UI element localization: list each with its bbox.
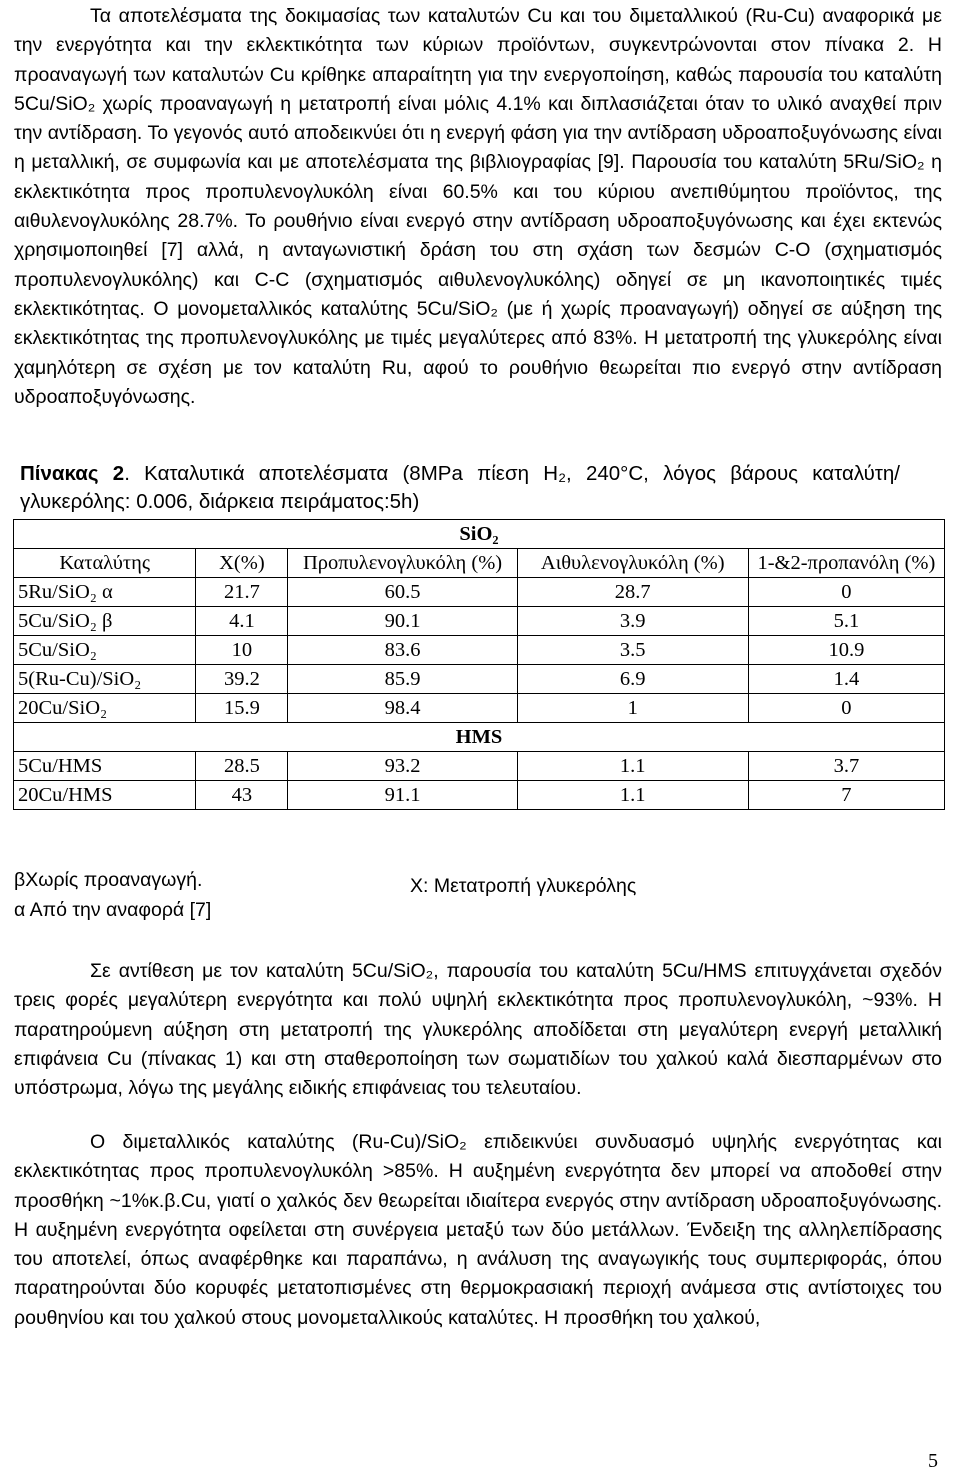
- table-cell: 90.1: [288, 607, 517, 636]
- paragraph-results: Τα αποτελέσματα της δοκιμασίας των καταλυτών Cu και του διμεταλλικού (Ru-Cu) αναφορικά με την ενεργότητα και την εκλεκτικότητα των κύριων προϊόντων, συγκεντρώνονται στον πίνακα 2. Η προαναγωγή των καταλυτών Cu κρίθηκε απαραίτητη για την ενεργοποίηση, καθώς παρουσία του καταλύτη 5Cu/SiO₂ χωρίς προαναγωγή η μετατροπή είναι μόλις 4.1% και διπλασιάζεται όταν το υλικό αναχθεί πριν την αντίδραση. Το γεγονός αυτό αποδεικνύει ότι η ενεργή φάση για την αντίδραση υδροαποξυγόνωσης είναι η μεταλλική, σε συμφωνία και με αποτελέσματα της βιβλιογραφίας [9]. Παρουσία του καταλύτη 5Ru/SiO₂ η εκλεκτικότητα προς προπυλενογλυκόλη είναι 60.5% και του κύριου ανεπιθύμητου προϊόντος, της αιθυλενογλυκόλης 28.7%. Το ρουθήνιο είναι ενεργό στην αντίδραση υδροαποξυγόνωσης και έχει εκτενώς χρησιμοποιηθεί [7] αλλά, η ανταγωνιστική δράση του στη σχάση των δεσμών C-O (σχηματισμός προπυλενογλυκόλης) και C-C (σχηματισμός αιθυλενογλυκόλης) οδηγεί σε μη ικανοποιητικές τιμές εκλεκτικότητας. Ο μονομεταλλικός καταλύτης 5Cu/SiO₂ (με ή χωρίς προαναγωγή) οδηγεί σε αύξηση της εκλεκτικότητας της προπυλενογλυκόλης με τιμές μεγαλύτερες από 83%. Η μετατροπή της γλυκερόλης είναι χαμηλότερη σε σχέση με τον καταλύτη Ru, αφού το ρουθήνιο θεωρείται πιο ενεργό στην αντίδραση υδροαποξυγόνωσης.: [14, 5, 942, 408]
- table-caption: [20, 460, 900, 516]
- table-cell: 98.4: [288, 694, 517, 723]
- table-cell: 10: [196, 636, 288, 665]
- table-cell: 28.7: [517, 578, 748, 607]
- results-table: [13, 519, 945, 810]
- table-caption-label: Πίνακας 2: [20, 462, 125, 485]
- table-cell: 1.4: [748, 665, 944, 694]
- table-cell: 91.1: [288, 781, 517, 810]
- table-group-row: [14, 520, 945, 549]
- table-cell: 4.1: [196, 607, 288, 636]
- table-row: [14, 578, 945, 607]
- table-row: [14, 636, 945, 665]
- table-cell: 39.2: [196, 665, 288, 694]
- footnote-alpha: α Από την αναφορά [7]: [14, 899, 212, 921]
- group-header-hms: HMS: [14, 723, 945, 752]
- footnote-x: Χ: Μετατροπή γλυκερόλης: [410, 875, 637, 897]
- column-header: Προπυλενογλυκόλη (%): [288, 549, 517, 578]
- table-cell: 0: [748, 694, 944, 723]
- paragraph-hms-comparison: Σε αντίθεση με τον καταλύτη 5Cu/SiO₂, παρουσία του καταλύτη 5Cu/HMS επιτυγχάνεται σχεδόν τρεις φορές μεγαλύτερη ενεργότητα και πολύ υψηλή εκλεκτικότητα προς προπυλενογλυκόλη, ~93%. Η παρατηρούμενη αύξηση στη μετατροπή της γλυκερόλης αποδίδεται στη μεγαλύτερη ενεργή μεταλλική επιφάνεια Cu (πίνακας 1) και στη σταθεροποίηση των σωματιδίων του χαλκού καλά διεσπαρμένων στο υπόστρωμα, λόγω της μεγάλης ειδικής επιφάνειας του τελευταίου.: [14, 960, 942, 1100]
- table-cell: 20Cu/HMS: [14, 781, 196, 810]
- table-cell: 5Cu/SiO₂: [14, 636, 196, 665]
- table-cell: 5(Ru-Cu)/SiO₂: [14, 665, 196, 694]
- page-number: 5: [928, 1450, 938, 1472]
- table-cell: 20Cu/SiO₂: [14, 694, 196, 723]
- table-row: [14, 781, 945, 810]
- table-cell: 85.9: [288, 665, 517, 694]
- column-header: Καταλύτης: [14, 549, 196, 578]
- table-group-row: [14, 723, 945, 752]
- table-cell: 5Cu/SiO₂ β: [14, 607, 196, 636]
- table-cell: 5Ru/SiO₂ α: [14, 578, 196, 607]
- table-cell: 15.9: [196, 694, 288, 723]
- table-cell: 7: [748, 781, 944, 810]
- footnote-beta: βΧωρίς προαναγωγή.: [14, 869, 203, 891]
- table-header-row: [14, 549, 945, 578]
- table-cell: 6.9: [517, 665, 748, 694]
- group-header-sio2: SiO₂: [14, 520, 945, 549]
- table-cell: 5.1: [748, 607, 944, 636]
- table-cell: 43: [196, 781, 288, 810]
- table-cell: 83.6: [288, 636, 517, 665]
- table-row: [14, 665, 945, 694]
- table-cell: 93.2: [288, 752, 517, 781]
- table-cell: 5Cu/HMS: [14, 752, 196, 781]
- table-row: [14, 607, 945, 636]
- table-row: [14, 694, 945, 723]
- table-cell: 28.5: [196, 752, 288, 781]
- table-cell: 3.5: [517, 636, 748, 665]
- table-cell: 1: [517, 694, 748, 723]
- table-row: [14, 752, 945, 781]
- table-cell: 0: [748, 578, 944, 607]
- column-header: 1-&2-προπανόλη (%): [748, 549, 944, 578]
- table-cell: 3.7: [748, 752, 944, 781]
- paragraph-bimetallic: Ο διμεταλλικός καταλύτης (Ru-Cu)/SiO₂ επιδεικνύει συνδυασμό υψηλής ενεργότητας και εκλεκτικότητας προς προπυλενογλυκόλη >85%. Η αυξημένη ενεργότητα δεν μπορεί να αποδοθεί στην προσθήκη ~1%κ.β.Cu, γιατί ο χαλκός δεν θεωρείται ιδιαίτερα ενεργός στην αντίδραση υδροαποξυγόνωσης. Η αυξημένη ενεργότητα οφείλεται στη συνέργεια μεταξύ των δύο μετάλλων. Ένδειξη της αλληλεπίδρασης του αποτελεί, όπως αναφέρθηκε και παραπάνω, η ανάλυση της αναγωγικής τους συμπεριφοράς, όπου παρατηρούνται δύο κορυφές μετατοπισμένες στη θερμοκρασιακή περιοχή ανάμεσα στις αντίστοιχες του ρουθηνίου και του χαλκού στους μονομεταλλικούς καταλύτες. Η προσθήκη του χαλκού,: [14, 1131, 942, 1329]
- table-cell: 1.1: [517, 781, 748, 810]
- table-cell: 10.9: [748, 636, 944, 665]
- table-cell: 3.9: [517, 607, 748, 636]
- table-cell: 60.5: [288, 578, 517, 607]
- table-caption-text: . Καταλυτικά αποτελέσματα (8MPa πίεση H₂, 240°C, λόγος βάρους καταλύτη/γλυκερόλης: 0.006, διάρκεια πειράματος:5h): [20, 462, 900, 513]
- column-header: Χ(%): [196, 549, 288, 578]
- table-cell: 21.7: [196, 578, 288, 607]
- table-cell: 1.1: [517, 752, 748, 781]
- column-header: Αιθυλενογλυκόλη (%): [517, 549, 748, 578]
